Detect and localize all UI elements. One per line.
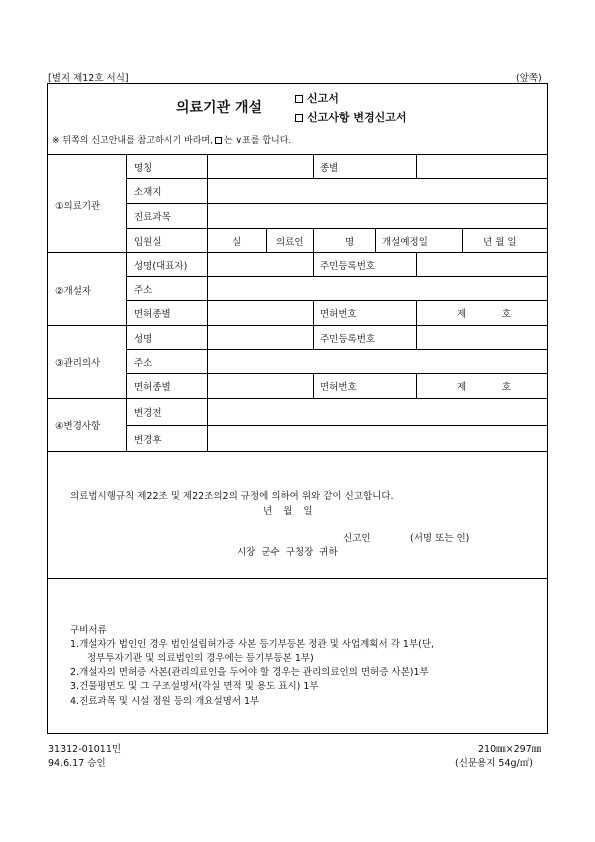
divider [126,300,548,301]
divider [47,325,548,326]
footer-code: 31312-01011민 [48,744,122,755]
label-departments: 진료과목 [134,212,171,223]
section-label-institution: ①의료기관 [55,201,101,212]
page-side: (앞쪽) [516,73,542,84]
divider [47,398,548,399]
instruction: ※ 뒤쪽의 신고안내를 참고하시기 바라며, 는 ∨표를 합니다. [52,136,292,146]
unit-room: 실 [232,237,242,248]
document-item: 2.개설자의 면허증 사본(관리의료인을 두어야 할 경우는 관리의료인의 면허증 사본)1부 [70,667,429,678]
declaration-date: 년 월 일 [263,506,313,517]
divider [266,228,267,252]
label-address: 소재지 [134,187,162,198]
checkbox-icon[interactable] [295,114,303,122]
divider [126,203,548,204]
label-name-rep: 성명(대표자) [134,261,188,272]
checkbox-icon [215,137,222,144]
divider [416,325,417,349]
checkbox-icon[interactable] [295,95,303,103]
divider [416,154,417,179]
document-item: 4.진료과목 및 시설 정원 등의 개요설명서 1부 [70,696,260,707]
divider [126,373,548,374]
divider [416,373,417,398]
label-medical-staff: 의료인 [276,237,304,248]
label-inpatient: 입원실 [134,237,162,248]
divider [47,451,548,452]
divider [126,178,548,179]
divider [375,228,376,252]
footer-size: 210㎜×297㎜ [478,744,542,755]
section-label-founder: ②개설자 [55,286,92,297]
label-license-no: 면허번호 [320,309,357,320]
documents-title: 구비서류 [70,625,107,636]
divider [47,252,548,253]
label-address: 주소 [134,358,153,369]
license-unit: 제 호 [457,309,511,320]
declaration-statement: 의료법시행규칙 제22조 및 제22조의2의 규정에 의하여 위와 같이 신고합니다. [70,491,394,502]
divider [126,228,548,229]
label-planned-date: 개설예정일 [382,237,428,248]
divider [126,154,127,451]
label-name: 명칭 [134,163,153,174]
document-item: 3.건물평면도 및 그 구조설명서(각실 면적 및 용도 표시) 1부 [70,681,319,692]
divider [313,373,314,398]
label-before: 변경전 [134,408,162,419]
label-resident-no: 주민등록번호 [320,261,376,272]
label-license-no: 면허번호 [320,382,357,393]
divider [462,228,463,252]
divider [416,300,417,325]
label-type: 종별 [320,163,339,174]
form-number: [별지 제12호 서식] [48,73,129,84]
label-license-type: 면허종별 [134,309,171,320]
date-placeholder: 년 월 일 [483,237,517,248]
label-after: 변경후 [134,435,162,446]
divider [126,276,548,277]
divider [416,252,417,276]
divider [313,325,314,349]
divider [313,300,314,325]
document-item: 1.개설자가 법인인 경우 법인설립허가증 사본 등기부등본 정관 및 사업계획서 각 1부(단, [70,639,435,650]
label-name: 성명 [134,334,153,345]
divider [126,425,548,426]
footer-approval: 94.6.17 승인 [48,758,106,769]
reporter-label: 신고인 [343,533,371,544]
form-title: 의료기관 개설 [176,100,263,116]
label-address: 주소 [134,285,153,296]
section-label-manager: ③관리의사 [55,358,101,369]
label-resident-no: 주민등록번호 [320,334,376,345]
divider [126,349,548,350]
divider [313,154,314,179]
divider [313,228,314,252]
license-unit: 제 호 [457,382,511,393]
divider [47,578,548,579]
divider [47,154,548,155]
section-label-changes: ④변경사항 [55,421,101,432]
document-item: 정부투자기관 및 의료법인의 경우에는 등기부등본 1부) [87,653,314,664]
label-license-type: 면허종별 [134,382,171,393]
divider [313,252,314,276]
divider [207,154,208,451]
recipient: 시장 군수 구청장 귀하 [237,547,338,558]
title-option-change: 신고사항 변경신고서 [295,109,406,125]
unit-person: 명 [345,237,355,248]
footer-paper: (신문용지 54g/㎡) [455,758,533,769]
title-option-report: 신고서 [295,90,339,106]
signature-note: (서명 또는 인) [410,533,470,544]
